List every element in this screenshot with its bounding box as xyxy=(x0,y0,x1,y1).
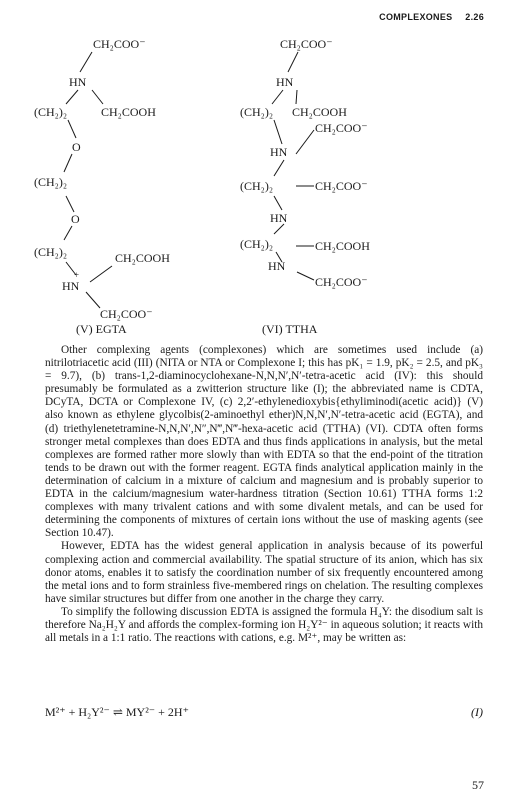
paragraph-edta-application: However, EDTA has the widest general application in analysis because of its powerful complexing action and commercial availability. The spatial structure of its anion, which has six donor atoms, enables it to satisfy the coordination number of six frequently encountered among the metal ions and to form strainless five-membered rings on chelation. The resulting complexes have similar structures but differ from one another in the charge they carry. xyxy=(45,540,483,605)
egta-ch2-2-a: (CH₂)₂ xyxy=(34,105,68,119)
chemical-structures xyxy=(0,0,518,340)
structure-drawing xyxy=(0,0,518,340)
ttha-top-group: CH₂COO⁻ xyxy=(280,37,333,51)
ttha-coo-bottom: CH₂COO⁻ xyxy=(315,275,368,289)
ttha-nh-1: HN xyxy=(276,75,294,89)
caption-ttha: (VI) TTHA xyxy=(262,322,318,336)
equation: M²⁺ + H₂Y²⁻ ⇌ MY²⁻ + 2H⁺ xyxy=(45,705,189,719)
ttha-coo-2: CH₂COO⁻ xyxy=(315,179,368,193)
ttha-nh-3: HN xyxy=(270,211,288,225)
ttha-ch2-2-b: (CH₂)₂ xyxy=(240,179,274,193)
header-number: 2.26 xyxy=(465,12,484,22)
egta-cooh-low: CH₂COOH xyxy=(115,251,170,265)
paragraph-edta-formula: To simplify the following discussion EDTA is assigned the formula H₄Y: the disodium salt is therefore Na₂H₂Y and affords the complex-forming ion H₂Y²⁻ in aqueous solution; it reacts with all metals in a 1:1 ratio. The reactions with cations, e.g. M²⁺, may be written as: xyxy=(45,605,483,645)
equation-number: (I) xyxy=(471,705,483,719)
ttha-nh-4: HN xyxy=(268,259,286,273)
egta-cooh-mid: CH₂COOH xyxy=(101,105,156,119)
egta-nh-low: HN xyxy=(62,279,80,293)
paragraph-complexones: Other complexing agents (complexones) which are sometimes used include (a) nitrilotriacetic acid (III) (NITA or NTA or Complexone I; this has pK₁ = 1.9, pK₂ = 2.5, and pK₃ = 9.7), (b) trans-1,2-diaminocyclohexane-N,N,N′,N′-tetra-acetic acid (IV): this should presumably be formulated as a zwitterion structure like (I); the abbreviated name is CDTA, DCyTA, DCTA or Complexone IV, (c) 2,2′-ethylenedioxybis{ethyliminodi(acetic acid)} (V) also known as ethylene glycolbis(2-aminoethyl ether)N,N,N′,N′-tetra-acetic acid (EGTA), and (d) triethylenetetramine-N,N,N′,N″,N‴,N‴-hexa-acetic acid (TTHA) (VI). CDTA often forms stronger metal complexes than does EDTA and thus finds applications in analysis, but the metal complexes are formed rather more slowly than with EDTA so that the end-point of the titration tends to be drawn out with the former reagent. EGTA finds analytical application mainly in the determination of calcium in a mixture of calcium and magnesium and is probably superior to EDTA in the calcium/magnesium water-hardness titration (Section 10.61) TTHA forms 1:2 complexes with many trivalent cations and with some divalent metals, and can be used for determining the components of mixtures of certain ions without the use of masking agents (see Section 10.47). xyxy=(45,344,483,540)
ttha-ch2-2-a: (CH₂)₂ xyxy=(240,105,274,119)
page-number: 57 xyxy=(472,778,484,792)
egta-ch2-2-b: (CH₂)₂ xyxy=(34,175,68,189)
egta-nh-top: HN xyxy=(69,75,87,89)
egta-coo-bottom: CH₂COO⁻ xyxy=(100,307,153,321)
egta-top-group: CH₂COO⁻ xyxy=(93,37,146,51)
ttha-nh-2: HN xyxy=(270,145,288,159)
egta-ch2-2-c: (CH₂)₂ xyxy=(34,245,68,259)
egta-plus-mark: + xyxy=(74,270,80,280)
ttha-coo-1: CH₂COO⁻ xyxy=(315,121,368,135)
equation-row xyxy=(45,705,483,720)
ttha-cooh-2: CH₂COOH xyxy=(315,239,370,253)
body-text xyxy=(45,344,483,645)
egta-oxygen-b: O xyxy=(71,212,80,226)
ttha-cooh-1: CH₂COOH xyxy=(292,105,347,119)
ttha-ch2-2-c: (CH₂)₂ xyxy=(240,237,274,251)
egta-oxygen-a: O xyxy=(72,140,81,154)
header-section: COMPLEXONES xyxy=(379,12,453,22)
caption-egta: (V) EGTA xyxy=(76,322,127,336)
